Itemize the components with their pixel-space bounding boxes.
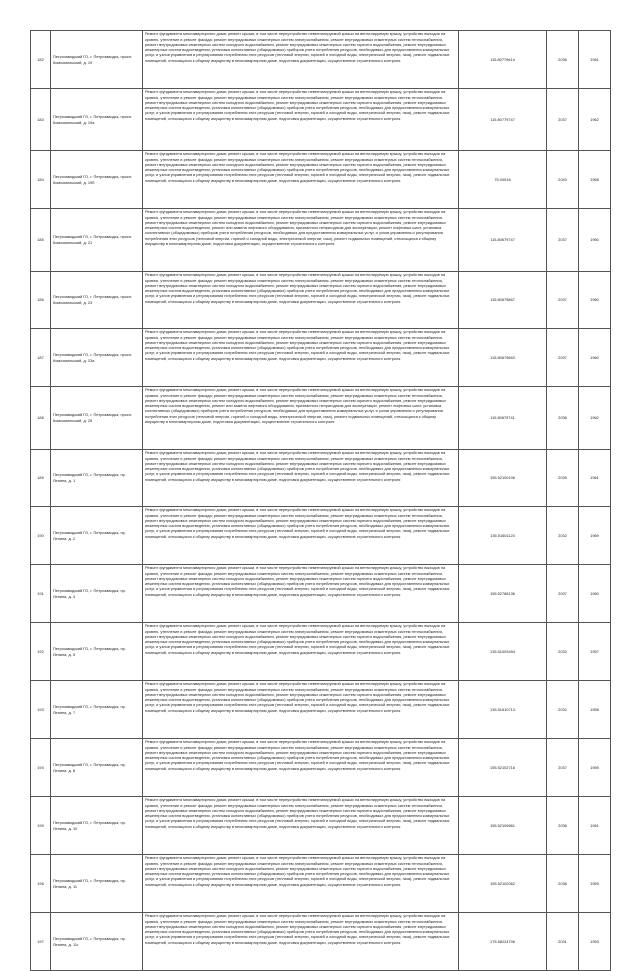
row-number: 186 (31, 272, 51, 329)
row-cost: 75.00518 (459, 151, 547, 209)
row-planned-year: 2039 (547, 450, 579, 507)
row-number: 195 (31, 797, 51, 855)
row-number: 197 (31, 913, 51, 971)
row-number: 194 (31, 739, 51, 797)
row-build-year: 1959 (579, 739, 611, 797)
row-work-description: Ремонт фундамента многоквартирного дома; ремонт крыши, в том числе переустройство невентилируемой крыши на вентилируемую крышу, устройство выходов на кровлю, утепление и ремонт фасада; ремонт внутридомовых инженерных систем электроснабжения, ремонт внутридомовых инженерных систем теплоснабжения, ремонт внутридомовых инженерных систем холодного водоснабжения, ремонт внутридомовых инженерных систем горячего водоснабжения, ремонт внутридомовых инженерных систем водоотведения, установка коллективных (общедомовых) приборов учета потребления ресурсов, необходимых для предоставления коммунальных услуг, и узлов управления и регулирования потребления этих ресурсов (тепловой энергии, горячей и холодной воды, электрической энергии, газа), ремонт подвальных помещений, относящихся к общему имуществу в многоквартирном доме, подготовка документации, осуществление строительного контроля (143, 855, 459, 913)
row-work-description: Ремонт фундамента многоквартирного дома; ремонт крыши, в том числе переустройство невентилируемой крыши на вентилируемую крышу, устройство выходов на кровлю, утепление и ремонт фасада; ремонт внутридомовых инженерных систем электроснабжения, ремонт внутридомовых инженерных систем теплоснабжения, ремонт внутридомовых инженерных систем холодного водоснабжения, ремонт внутридомовых инженерных систем горячего водоснабжения, ремонт внутридомовых инженерных систем водоотведения, установка коллективных (общедомовых) приборов учета потребления ресурсов, необходимых для предоставления коммунальных услуг, и узлов управления и регулирования потребления этих ресурсов (тепловой энергии, горячей и холодной воды, электрической энергии, газа), ремонт подвальных помещений, относящихся к общему имуществу в многоквартирном доме, подготовка документации, осуществление строительного контроля (143, 623, 459, 681)
table-row (31, 450, 611, 507)
table-row (31, 913, 611, 971)
row-build-year: 1960 (579, 272, 611, 329)
row-work-description: Ремонт фундамента многоквартирного дома; ремонт крыши, в том числе переустройство невентилируемой крыши на вентилируемую крышу, устройство выходов на кровлю, утепление и ремонт фасада; ремонт внутридомовых инженерных систем электроснабжения, ремонт внутридомовых инженерных систем теплоснабжения, ремонт внутридомовых инженерных систем холодного водоснабжения, ремонт внутридомовых инженерных систем горячего водоснабжения, ремонт внутридомовых инженерных систем водоотведения, установка коллективных (общедомовых) приборов учета потребления ресурсов, необходимых для предоставления коммунальных услуг, и узлов управления и регулирования потребления этих ресурсов (тепловой энергии, горячей и холодной воды, электрической энергии, газа), ремонт подвальных помещений, относящихся к общему имуществу в многоквартирном доме, подготовка документации, осуществление строительного контроля (143, 272, 459, 329)
row-work-description: Ремонт фундамента многоквартирного дома; ремонт крыши, в том числе переустройство невентилируемой крыши на вентилируемую крышу, устройство выходов на кровлю, утепление и ремонт фасада; ремонт внутридомовых инженерных систем электроснабжения, ремонт внутридомовых инженерных систем теплоснабжения, ремонт внутридомовых инженерных систем холодного водоснабжения, ремонт внутридомовых инженерных систем горячего водоснабжения, ремонт внутридомовых инженерных систем водоотведения, установка коллективных (общедомовых) приборов учета потребления ресурсов, необходимых для предоставления коммунальных услуг, и узлов управления и регулирования потребления этих ресурсов (тепловой энергии, горячей и холодной воды, электрической энергии, газа), ремонт подвальных помещений, относящихся к общему имуществу в многоквартирном доме, подготовка документации, осуществление строительного контроля (143, 329, 459, 387)
row-work-description: Ремонт фундамента многоквартирного дома; ремонт крыши, в том числе переустройство невентилируемой крыши на вентилируемую крышу, устройство выходов на кровлю, утепление и ремонт фасада; ремонт внутридомовых инженерных систем электроснабжения, ремонт внутридомовых инженерных систем теплоснабжения, ремонт внутридомовых инженерных систем холодного водоснабжения, ремонт внутридомовых инженерных систем горячего водоснабжения, ремонт внутридомовых инженерных систем водоотведения, установка коллективных (общедомовых) приборов учета потребления ресурсов, необходимых для предоставления коммунальных услуг, и узлов управления и регулирования потребления этих ресурсов (тепловой энергии, горячей и холодной воды, электрической энергии, газа), ремонт подвальных помещений, относящихся к общему имуществу в многоквартирном доме, подготовка документации, осуществление строительного контроля (143, 797, 459, 855)
table-row (31, 31, 611, 89)
row-planned-year: 2037 (547, 209, 579, 272)
row-address: Петрозаводский ГО, г. Петрозаводск, просп. Комсомольский, д. 23 (51, 272, 143, 329)
row-build-year: 1961 (579, 31, 611, 89)
row-cost: 155.52102716 (459, 739, 547, 797)
row-planned-year: 2036 (547, 797, 579, 855)
row-work-description: Ремонт фундамента многоквартирного дома; ремонт крыши, в том числе переустройство невентилируемой крыши на вентилируемую крышу, устройство выходов на кровлю, утепление и ремонт фасада; ремонт внутридомовых инженерных систем электроснабжения, ремонт внутридомовых инженерных систем теплоснабжения, ремонт внутридомовых инженерных систем холодного водоснабжения, ремонт внутридомовых инженерных систем горячего водоснабжения, ремонт внутридомовых инженерных систем водоотведения, установка коллективных (общедомовых) приборов учета потребления ресурсов, необходимых для предоставления коммунальных услуг, и узлов управления и регулирования потребления этих ресурсов (тепловой энергии, горячей и холодной воды, электрической энергии, газа), ремонт подвальных помещений, относящихся к общему имуществу в многоквартирном доме, подготовка документации, осуществление строительного контроля (143, 565, 459, 623)
row-number: 182 (31, 31, 51, 89)
row-address: Петрозаводский ГО, г. Петрозаводск, пр. Ленина, д. 10 (51, 797, 143, 855)
table-row (31, 855, 611, 913)
row-address: Петрозаводский ГО, г. Петрозаводск, пр. Ленина, д. 7 (51, 681, 143, 739)
row-work-description: Ремонт фундамента многоквартирного дома; ремонт крыши, в том числе переустройство невентилируемой крыши на вентилируемую крышу, устройство выходов на кровлю, утепление и ремонт фасада; ремонт внутридомовых инженерных систем электроснабжения, ремонт внутридомовых инженерных систем теплоснабжения, ремонт внутридомовых инженерных систем холодного водоснабжения, ремонт внутридомовых инженерных систем горячего водоснабжения, ремонт внутридомовых инженерных систем водоотведения, установка коллективных (общедомовых) приборов учета потребления ресурсов, необходимых для предоставления коммунальных услуг, и узлов управления и регулирования потребления этих ресурсов (тепловой энергии, горячей и холодной воды, электрической энергии, газа), ремонт подвальных помещений, относящихся к общему имуществу в многоквартирном доме, подготовка документации, осуществление строительного контроля (143, 739, 459, 797)
row-cost: 115.80779747 (459, 89, 547, 151)
row-build-year: 1958 (579, 681, 611, 739)
table-row (31, 623, 611, 681)
row-address: Петрозаводский ГО, г. Петрозаводск, пр. Ленина, д. 5 (51, 623, 143, 681)
row-build-year: 1957 (579, 623, 611, 681)
row-number: 193 (31, 681, 51, 739)
row-planned-year: 2043 (547, 151, 579, 209)
row-number: 192 (31, 623, 51, 681)
table-row (31, 797, 611, 855)
row-work-description: Ремонт фундамента многоквартирного дома; ремонт крыши, в том числе переустройство невентилируемой крыши на вентилируемую крышу, устройство выходов на кровлю, утепление и ремонт фасада; ремонт внутридомовых инженерных систем электроснабжения, ремонт внутридомовых инженерных систем теплоснабжения, ремонт внутридомовых инженерных систем холодного водоснабжения, ремонт внутридомовых инженерных систем горячего водоснабжения, ремонт внутридомовых инженерных систем водоотведения, ремонт или замена лифтового оборудования, признанного непригодным для эксплуатации, ремонт лифтовых шахт, установка коллективных (общедомовых) приборов учета потребления ресурсов, необходимых для предоставления коммунальных услуг, и узлов управления и регулирования потребления этих ресурсов (тепловой энергии, горячей и холодной воды, электрической энергии, газа), ремонт подвальных помещений, относящихся к общему имуществу в многоквартирном доме, подготовка документации, осуществление строительного контроля (143, 387, 459, 450)
row-cost: 115.80679867 (459, 272, 547, 329)
row-number: 187 (31, 329, 51, 387)
row-planned-year: 2037 (547, 329, 579, 387)
row-address: Петрозаводский ГО, г. Петрозаводск, просп. Комсомольский, д. 19а (51, 89, 143, 151)
row-build-year: 1961 (579, 797, 611, 855)
row-planned-year: 2036 (547, 387, 579, 450)
row-address: Петрозаводский ГО, г. Петрозаводск, просп. Комсомольский, д. 23а (51, 329, 143, 387)
row-build-year: 1953 (579, 913, 611, 971)
row-address: Петрозаводский ГО, г. Петрозаводск, пр. Ленина, д. 2 (51, 507, 143, 565)
table-row (31, 209, 611, 272)
row-address: Петрозаводский ГО, г. Петрозаводск, просп. Комсомольский, д. 19б (51, 151, 143, 209)
row-cost: 155.52109661 (459, 797, 547, 855)
row-planned-year: 2031 (547, 913, 579, 971)
row-cost: 155.52788136 (459, 565, 547, 623)
row-build-year: 1961 (579, 450, 611, 507)
row-address: Петрозаводский ГО, г. Петрозаводск, пр. Ленина, д. 11г (51, 913, 143, 971)
row-number: 183 (31, 89, 51, 151)
row-cost: 155.52102062 (459, 855, 547, 913)
row-work-description: Ремонт фундамента многоквартирного дома; ремонт крыши, в том числе переустройство невентилируемой крыши на вентилируемую крышу, устройство выходов на кровлю, утепление и ремонт фасада; ремонт внутридомовых инженерных систем электроснабжения, ремонт внутридомовых инженерных систем теплоснабжения, ремонт внутридомовых инженерных систем холодного водоснабжения, ремонт внутридомовых инженерных систем горячего водоснабжения, ремонт внутридомовых инженерных систем водоотведения, установка коллективных (общедомовых) приборов учета потребления ресурсов, необходимых для предоставления коммунальных услуг, и узлов управления и регулирования потребления этих ресурсов (тепловой энергии, горячей и холодной воды, электрической энергии, газа), ремонт подвальных помещений, относящихся к общему имуществу в многоквартирном доме, подготовка документации, осуществление строительного контроля (143, 450, 459, 507)
row-number: 190 (31, 507, 51, 565)
row-work-description: Ремонт фундамента многоквартирного дома; ремонт крыши, в том числе переустройство невентилируемой крыши на вентилируемую крышу, устройство выходов на кровлю, утепление и ремонт фасада; ремонт внутридомовых инженерных систем электроснабжения, ремонт внутридомовых инженерных систем теплоснабжения, ремонт внутридомовых инженерных систем холодного водоснабжения, ремонт внутридомовых инженерных систем горячего водоснабжения, ремонт внутридомовых инженерных систем водоотведения, ремонт или замена лифтового оборудования, признанного непригодным для эксплуатации, ремонт лифтовых шахт, установка коллективных (общедомовых) приборов учета потребления ресурсов, необходимых для предоставления коммунальных услуг, и узлов управления и регулирования потребления этих ресурсов (тепловой энергии, горячей и холодной воды, электрической энергии, газа), ремонт подвальных помещений, относящихся к общему имуществу в многоквартирном доме, подготовка документации, осуществление строительного контроля (143, 209, 459, 272)
row-cost: 135.51601123 (459, 507, 547, 565)
table-row (31, 565, 611, 623)
row-address: Петрозаводский ГО, г. Петрозаводск, просп. Комсомольский, д. 19 (51, 31, 143, 89)
row-cost: 115.80679741 (459, 387, 547, 450)
row-work-description: Ремонт фундамента многоквартирного дома; ремонт крыши, в том числе переустройство невентилируемой крыши на вентилируемую крышу, устройство выходов на кровлю, утепление и ремонт фасада; ремонт внутридомовых инженерных систем электроснабжения, ремонт внутридомовых инженерных систем теплоснабжения, ремонт внутридомовых инженерных систем холодного водоснабжения, ремонт внутридомовых инженерных систем горячего водоснабжения, ремонт внутридомовых инженерных систем водоотведения, установка коллективных (общедомовых) приборов учета потребления ресурсов, необходимых для предоставления коммунальных услуг, и узлов управления и регулирования потребления этих ресурсов (тепловой энергии, горячей и холодной воды, электрической энергии, газа), ремонт подвальных помещений, относящихся к общему имуществу в многоквартирном доме, подготовка документации, осуществление строительного контроля (143, 507, 459, 565)
row-build-year: 1962 (579, 89, 611, 151)
row-number: 189 (31, 450, 51, 507)
row-number: 196 (31, 855, 51, 913)
row-address: Петрозаводский ГО, г. Петрозаводск, пр. Ленина, д. 8 (51, 739, 143, 797)
row-planned-year: 2038 (547, 855, 579, 913)
row-number: 184 (31, 151, 51, 209)
row-address: Петрозаводский ГО, г. Петрозаводск, пр. Ленина, д. 4 (51, 565, 143, 623)
row-work-description: Ремонт фундамента многоквартирного дома; ремонт крыши, в том числе переустройство невентилируемой крыши на вентилируемую крышу, устройство выходов на кровлю, утепление и ремонт фасада; ремонт внутридомовых инженерных систем электроснабжения, ремонт внутридомовых инженерных систем теплоснабжения, ремонт внутридомовых инженерных систем холодного водоснабжения, ремонт внутридомовых инженерных систем горячего водоснабжения, ремонт внутридомовых инженерных систем водоотведения, установка коллективных (общедомовых) приборов учета потребления ресурсов, необходимых для предоставления коммунальных услуг, и узлов управления и регулирования потребления этих ресурсов (тепловой энергии, горячей и холодной воды, электрической энергии, газа), ремонт подвальных помещений, относящихся к общему имуществу в многоквартирном доме, подготовка документации, осуществление строительного контроля (143, 31, 459, 89)
row-planned-year: 2032 (547, 623, 579, 681)
table-row (31, 151, 611, 209)
row-address: Петрозаводский ГО, г. Петрозаводск, просп. Комсомольский, д. 21 (51, 209, 143, 272)
table-row (31, 739, 611, 797)
row-number: 191 (31, 565, 51, 623)
row-build-year: 1960 (579, 329, 611, 387)
table-row (31, 507, 611, 565)
row-work-description: Ремонт фундамента многоквартирного дома; ремонт крыши, в том числе переустройство невентилируемой крыши на вентилируемую крышу, устройство выходов на кровлю, утепление и ремонт фасада; ремонт внутридомовых инженерных систем электроснабжения, ремонт внутридомовых инженерных систем теплоснабжения, ремонт внутридомовых инженерных систем холодного водоснабжения, ремонт внутридомовых инженерных систем горячего водоснабжения, ремонт внутридомовых инженерных систем водоотведения, установка коллективных (общедомовых) приборов учета потребления ресурсов, необходимых для предоставления коммунальных услуг, и узлов управления и регулирования потребления этих ресурсов (тепловой энергии, горячей и холодной воды, электрической энергии, газа), ремонт подвальных помещений, относящихся к общему имуществу в многоквартирном доме, подготовка документации, осуществление строительного контроля (143, 913, 459, 971)
row-cost: 155.52100106 (459, 450, 547, 507)
repair-program-table (30, 30, 611, 971)
row-build-year: 1960 (579, 209, 611, 272)
row-build-year: 1969 (579, 507, 611, 565)
row-build-year: 1968 (579, 151, 611, 209)
row-build-year: 1960 (579, 565, 611, 623)
row-number: 185 (31, 209, 51, 272)
row-build-year: 1959 (579, 855, 611, 913)
row-work-description: Ремонт фундамента многоквартирного дома; ремонт крыши, в том числе переустройство невентилируемой крыши на вентилируемую крышу, устройство выходов на кровлю, утепление и ремонт фасада; ремонт внутридомовых инженерных систем электроснабжения, ремонт внутридомовых инженерных систем теплоснабжения, ремонт внутридомовых инженерных систем холодного водоснабжения, ремонт внутридомовых инженерных систем горячего водоснабжения, ремонт внутридомовых инженерных систем водоотведения, установка коллективных (общедомовых) приборов учета потребления ресурсов, необходимых для предоставления коммунальных услуг, и узлов управления и регулирования потребления этих ресурсов (тепловой энергии, горячей и холодной воды, электрической энергии, газа), ремонт подвальных помещений, относящихся к общему имуществу в многоквартирном доме, подготовка документации, осуществление строительного контроля (143, 151, 459, 209)
row-cost: 115.80779614 (459, 31, 547, 89)
row-planned-year: 2037 (547, 739, 579, 797)
row-address: Петрозаводский ГО, г. Петрозаводск, пр. Ленина, д. 11 (51, 855, 143, 913)
row-address: Петрозаводский ГО, г. Петрозаводск, пр. Ленина, д. 1 (51, 450, 143, 507)
row-planned-year: 2032 (547, 681, 579, 739)
table-row (31, 329, 611, 387)
row-build-year: 1962 (579, 387, 611, 450)
row-cost: 175.58224706 (459, 913, 547, 971)
row-number: 188 (31, 387, 51, 450)
row-planned-year: 2036 (547, 31, 579, 89)
row-cost: 115.80679663 (459, 329, 547, 387)
document-page (30, 30, 610, 971)
table-body (31, 31, 611, 971)
row-work-description: Ремонт фундамента многоквартирного дома; ремонт крыши, в том числе переустройство невентилируемой крыши на вентилируемую крышу, устройство выходов на кровлю, утепление и ремонт фасада; ремонт внутридомовых инженерных систем электроснабжения, ремонт внутридомовых инженерных систем теплоснабжения, ремонт внутридомовых инженерных систем холодного водоснабжения, ремонт внутридомовых инженерных систем горячего водоснабжения, ремонт внутридомовых инженерных систем водоотведения, установка коллективных (общедомовых) приборов учета потребления ресурсов, необходимых для предоставления коммунальных услуг, и узлов управления и регулирования потребления этих ресурсов (тепловой энергии, горячей и холодной воды, электрической энергии, газа), ремонт подвальных помещений, относящихся к общему имуществу в многоквартирном доме, подготовка документации, осуществление строительного контроля (143, 89, 459, 151)
row-planned-year: 2037 (547, 89, 579, 151)
row-cost: 135.51610713 (459, 681, 547, 739)
row-planned-year: 2037 (547, 272, 579, 329)
row-planned-year: 2037 (547, 565, 579, 623)
row-planned-year: 2032 (547, 507, 579, 565)
row-address: Петрозаводский ГО, г. Петрозаводск, просп. Комсомольский, д. 25 (51, 387, 143, 450)
table-row (31, 387, 611, 450)
table-row (31, 89, 611, 151)
row-work-description: Ремонт фундамента многоквартирного дома; ремонт крыши, в том числе переустройство невентилируемой крыши на вентилируемую крышу, устройство выходов на кровлю, утепление и ремонт фасада; ремонт внутридомовых инженерных систем электроснабжения, ремонт внутридомовых инженерных систем теплоснабжения, ремонт внутридомовых инженерных систем холодного водоснабжения, ремонт внутридомовых инженерных систем горячего водоснабжения, ремонт внутридомовых инженерных систем водоотведения, установка коллективных (общедомовых) приборов учета потребления ресурсов, необходимых для предоставления коммунальных услуг, и узлов управления и регулирования потребления этих ресурсов (тепловой энергии, горячей и холодной воды, электрической энергии, газа), ремонт подвальных помещений, относящихся к общему имуществу в многоквартирном доме, подготовка документации, осуществление строительного контроля (143, 681, 459, 739)
row-cost: 115.80679747 (459, 209, 547, 272)
table-row (31, 681, 611, 739)
row-cost: 135.51003494 (459, 623, 547, 681)
table-row (31, 272, 611, 329)
